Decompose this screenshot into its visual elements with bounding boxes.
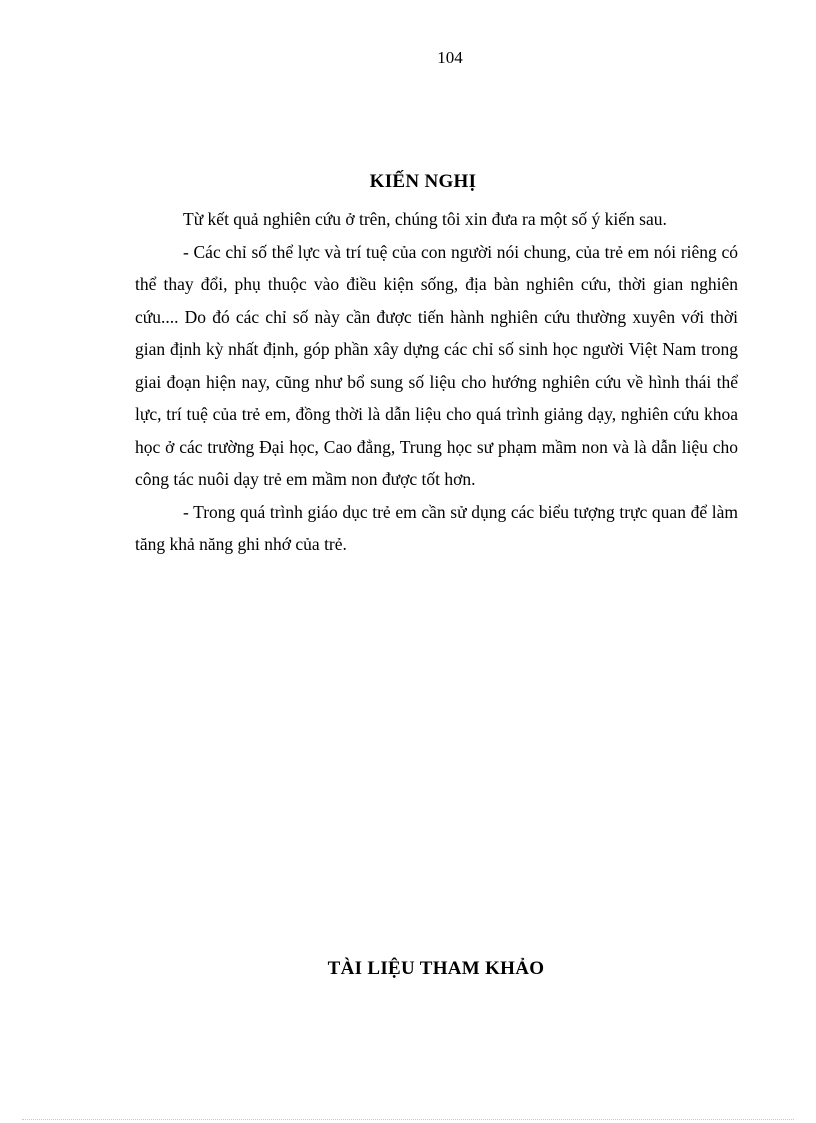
page-number: 104: [437, 48, 463, 67]
paragraph-intro: Từ kết quả nghiên cứu ở trên, chúng tôi xin đưa ra một số ý kiến sau.: [183, 209, 667, 229]
recommendations-body: [135, 203, 738, 561]
paragraph-visual-symbols-recommendation: - Trong quá trình giáo dục trẻ em cần sử dụng các biểu tượng trực quan để làm tăng khả năng ghi nhớ của trẻ.: [135, 501, 738, 554]
paragraph-indices-recommendation: - Các chỉ số thể lực và trí tuệ của con người nói chung, của trẻ em nói riêng có thể thay đổi, phụ thuộc vào điều kiện sống, địa bàn nghiên cứu, thời gian nghiên cứu.... Do đó các chỉ số này cần được tiến hành nghiên cứu thường xuyên với thời gian định kỳ nhất định, góp phần xây dựng các chỉ số sinh học người Việt Nam trong giai đoạn hiện nay, cũng như bổ sung số liệu cho hướng nghiên cứu về hình thái thể lực, trí tuệ của trẻ em, đồng thời là dẫn liệu cho quá trình giảng dạy, nghiên cứu khoa học ở các trường Đại học, Cao đẳng, Trung học sư phạm mầm non và là dẫn liệu cho công tác nuôi dạy trẻ em mầm non được tốt hơn.: [135, 241, 738, 489]
references-heading: TÀI LIỆU THAM KHẢO: [327, 958, 545, 979]
page-bottom-divider: [22, 1119, 794, 1120]
recommendations-heading: KIẾN NGHỊ: [369, 171, 477, 192]
